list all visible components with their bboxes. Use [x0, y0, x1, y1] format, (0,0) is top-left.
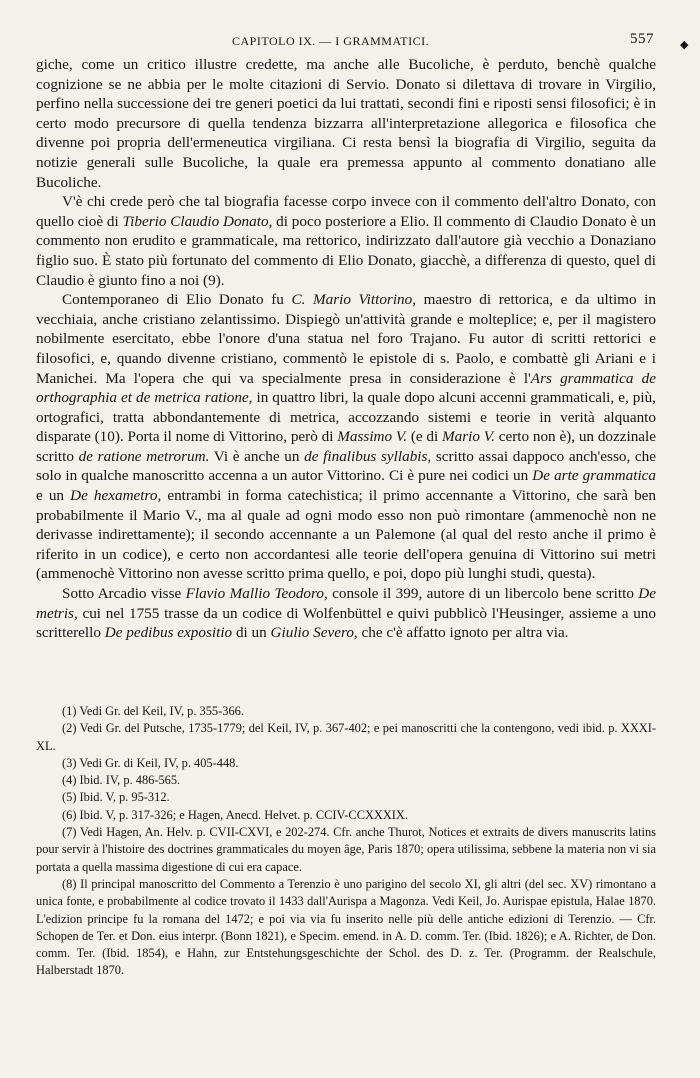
footnote: (6) Ibid. V, p. 317-326; e Hagen, Anecd. Helvet. p. CCIV-CCXXXIX. [62, 807, 408, 822]
running-header [36, 31, 656, 51]
footnote: (8) Il principal manoscritto del Commento a Terenzio è uno parigino del secolo XI, gli altri (del sec. XV) rimontano a unica fonte, e probabilmente al codice trovato il 1433 dall'Aurispa a Magonza. Vedi Keil, Jo. Aurispae epistula, Halae 1870. L'edizion principe fu la romana del 1472; e poi via via fu inserito nelle più delle antiche edizioni di Terenzio. — Cfr. Schopen de Ter. et Don. eius interpr. (Bonn 1821), e Specim. emend. in A. D. comm. Ter. (Ibid. 1826); e A. Richter, de Don. comm. Ter. (Ibid. 1854), e Hahn, zur Entstehungsgeschichte der Schol. des D. z. Ter. (Programm. der Realschule, Halberstadt 1870. [36, 876, 656, 978]
italic-title: de finalibus syllabis [304, 447, 428, 465]
paragraph-2: V'è chi crede però che tal biografia facesse corpo invece con il commento dell'altro Donato, con quello cioè di Tiberio Claudio Donato, di poco posteriore a Elio. Il commento di Claudio Donato è un commento non erudito e grammaticale, ma rettorico, indirizzato dall'autore già vecchio a Donaziano figlio suo. È stato più fortunato del commento di Elio Donato, giacchè, a differenza di questo, quel di Claudio è giunto fino a noi (9). [36, 193, 656, 289]
page-number: 557 [630, 31, 654, 47]
footnote: (4) Ibid. IV, p. 486-565. [62, 773, 181, 788]
footnote: (7) Vedi Hagen, An. Helv. p. CVII-CXVI, e 202-274. Cfr. anche Thurot, Notices et extraits de divers manuscrits latins pour servir à l'histoire des doctrines grammaticales du moyen âge, Paris 1870; opera utilissima, sebbene la materia non vi sia portata a quella massima digestione di cui era capace. [36, 825, 656, 874]
italic-title: De arte grammatica [532, 467, 657, 485]
italic-title: de ratione metrorum. [78, 447, 210, 465]
italic-name: Mario V. [442, 428, 495, 446]
corner-mark: ◆ [680, 39, 689, 51]
italic-title: De hexametro, [70, 487, 162, 505]
italic-name: Flavio Mallio Teodoro, [185, 585, 328, 603]
italic-name: Tiberio Claudio Donato [122, 212, 269, 230]
italic-title: De metris, [36, 585, 657, 622]
italic-title: De pedibus expositio [104, 624, 233, 642]
italic-name: Massimo V. [337, 428, 408, 446]
italic-name: C. Mario Vittorino, [291, 291, 417, 309]
chapter-title: CAPITOLO IX. — I GRAMMATICI. [232, 34, 430, 48]
footnotes [36, 703, 656, 980]
footnote: (1) Vedi Gr. del Keil, IV, p. 355-366. [62, 704, 244, 718]
paragraph-3: Contemporaneo di Elio Donato fu C. Mario Vittorino, maestro di rettorica, e da ultimo in vecchiaia, anche cristiano zelantissimo. Dispiegò un'attività grande e molteplice; e, per il magistero nobilmente esercitato, ebbe l'onore d'una statua nel foro Trajano. Fu autor di scritti rettorici e filosofici, e, quando divenne cristiano, commentò le epistole di s. Paolo, e combattè gli Ariani e i Manichei. Ma l'opera che qui va specialmente presa in considerazione è l'Ars grammatica de orthographia et de metrica ratione, in quattro libri, la quale dopo alcuni accenni grammaticali, e, più, ortografici, tratta abbondantemente di metrica, accozzando sistemi e teorie in verità alquanto disparate (10). Porta il nome di Vittorino, però di Massimo V. (e di Mario V. certo non è), un dozzinale scritto de ratione metrorum. Vi è anche un de finalibus syllabis, scritto assai dappoco anch'esso, che solo in qualche manoscritto accenna a un autor Vittorino. Ci è pure nei codici un De arte grammatica e un De hexametro, entrambi in forma catechistica; il primo accennante a Vittorino, che sarà ben probabilmente il Mario V., ma al quale ad ogni modo esso non può rimontare (ammenochè non ne derivasse indirettamente); il secondo accennante a un Palemone (al qual del resto anche il primo è riferito in un codice), e certo non accordantesi alle teorie dell'opera genuina di Vittorino sui metri (ammenochè Vittorino non avesse scritto prima quello, e poi, dopo più lunghi studi, questa). [36, 291, 657, 583]
paragraph-1: giche, come un critico illustre credette, ma anche alle Bucoliche, è perduto, benchè qualche cognizione se ne abbia per le molte citazioni di Servio. Donato si dilettava di trovare in Virgilio, perfino nella successione dei tre generi poetici da lui trattati, secondi fini e riposti sensi filosofici; è in certo modo precursore di quella tendenza bizzarra all'interpretazione allegorica e filosofica che divenne poi propria dell'ermeneutica virgiliana. Ci resta bensì la biografia di Virgilio, seguita da notizie generali sulle Bucoliche, la quale era premessa appunto al commento donatiano alle Bucoliche. [36, 56, 656, 191]
footnote: (2) Vedi Gr. del Putsche, 1735-1779; del Keil, IV, p. 367-402; e pei manoscritti che la contengono, vedi ibid. p. XXXI-XL. [36, 721, 656, 753]
paragraph-4: Sotto Arcadio visse Flavio Mallio Teodoro, console il 399, autore di un libercolo bene scritto De metris, cui nel 1755 trasse da un codice di Wolfenbüttel e quivi pubblicò l'Heusinger, assieme a uno scritterello De pedibus expositio di un Giulio Severo, che c'è affatto ignoto per altra via. [36, 585, 657, 642]
footnote: (3) Vedi Gr. di Keil, IV, p. 405-448. [62, 755, 239, 770]
footnote: (5) Ibid. V, p. 95-312. [62, 790, 170, 805]
italic-title: Ars grammatica de orthographia et de metrica ratione, [36, 369, 656, 407]
italic-name: Giulio Severo, [270, 624, 358, 642]
main-text [36, 55, 656, 643]
